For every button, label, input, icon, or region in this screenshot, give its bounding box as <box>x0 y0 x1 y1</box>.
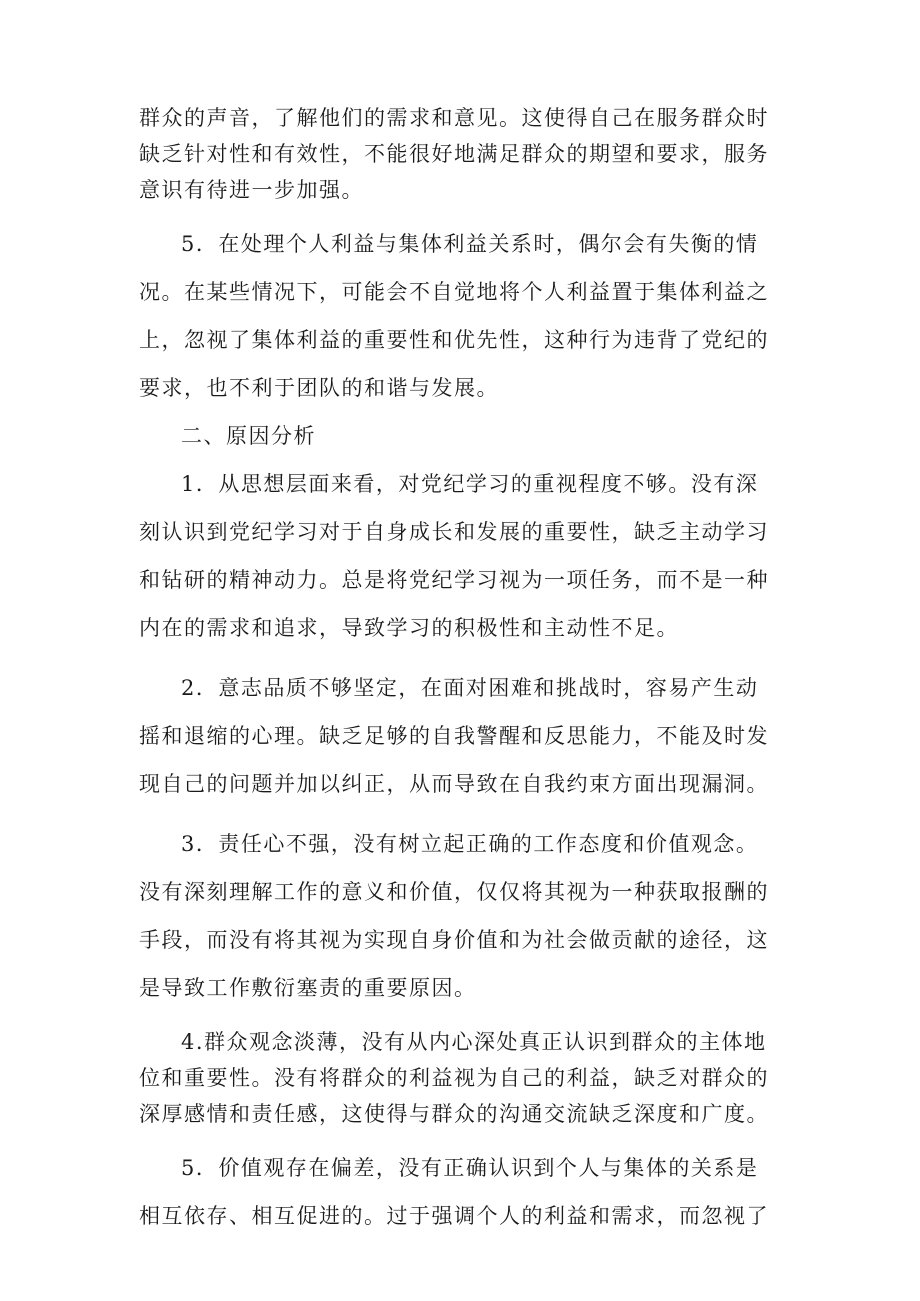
section-heading-cause-analysis <box>139 412 781 460</box>
paragraph-cause-5-values <box>139 1144 781 1240</box>
paragraph-cause-3-responsibility <box>139 820 781 1012</box>
text-line: 群众的声音，了解他们的需求和意见。这使得自己在服务群众时 <box>139 106 769 130</box>
text-line: 位和重要性。没有将群众的利益视为自己的利益，缺乏对群众的 <box>139 1066 769 1090</box>
text-line: 上，忽视了集体利益的重要性和优先性，这种行为违背了党纪的 <box>139 328 769 352</box>
text-line: 缺乏针对性和有效性，不能很好地满足群众的期望和要求，服务 <box>139 142 769 166</box>
text-line: 深厚感情和责任感，这使得与群众的沟通交流缺乏深度和广度。 <box>139 1102 769 1126</box>
text-line: 手段，而没有将其视为实现自身价值和为社会做贡献的途径，这 <box>139 928 769 952</box>
text-line: 内在的需求和追求，导致学习的积极性和主动性不足。 <box>139 616 679 640</box>
text-line: 1．从思想层面来看，对党纪学习的重视程度不够。没有深 <box>181 472 759 496</box>
text-line: 况。在某些情况下，可能会不自觉地将个人利益置于集体利益之 <box>139 280 769 304</box>
paragraph-item-5-interests <box>139 220 781 412</box>
document-page <box>139 100 781 1240</box>
text-line: 3．责任心不强，没有树立起正确的工作态度和价值观念。 <box>181 832 759 856</box>
text-line: 是导致工作敷衍塞责的重要原因。 <box>139 976 477 1000</box>
text-line: 要求，也不利于团队的和谐与发展。 <box>139 376 499 400</box>
text-line: 5．在处理个人利益与集体利益关系时，偶尔会有失衡的情 <box>181 232 759 256</box>
paragraph-cause-1-thinking <box>139 460 781 652</box>
text-line: 和钻研的精神动力。总是将党纪学习视为一项任务，而不是一种 <box>139 568 769 592</box>
text-line: 现自己的问题并加以纠正，从而导致在自我约束方面出现漏洞。 <box>139 772 769 796</box>
paragraph-cause-2-willpower <box>139 664 781 808</box>
paragraph-cause-4-mass-awareness <box>139 1024 781 1132</box>
text-line: 2．意志品质不够坚定，在面对困难和挑战时，容易产生动 <box>181 676 759 700</box>
paragraph-service-awareness <box>139 100 781 208</box>
text-line: 刻认识到党纪学习对于自身成长和发展的重要性，缺乏主动学习 <box>139 520 769 544</box>
text-line: 意识有待进一步加强。 <box>139 178 364 202</box>
text-line: 相互依存、相互促进的。过于强调个人的利益和需求，而忽视了 <box>139 1204 769 1228</box>
text-line: 4.群众观念淡薄，没有从内心深处真正认识到群众的主体地 <box>181 1030 767 1054</box>
heading-text: 二、原因分析 <box>181 424 316 448</box>
text-line: 5．价值观存在偏差，没有正确认识到个人与集体的关系是 <box>181 1156 759 1180</box>
text-line: 没有深刻理解工作的意义和价值，仅仅将其视为一种获取报酬的 <box>139 880 769 904</box>
text-line: 摇和退缩的心理。缺乏足够的自我警醒和反思能力，不能及时发 <box>139 724 769 748</box>
